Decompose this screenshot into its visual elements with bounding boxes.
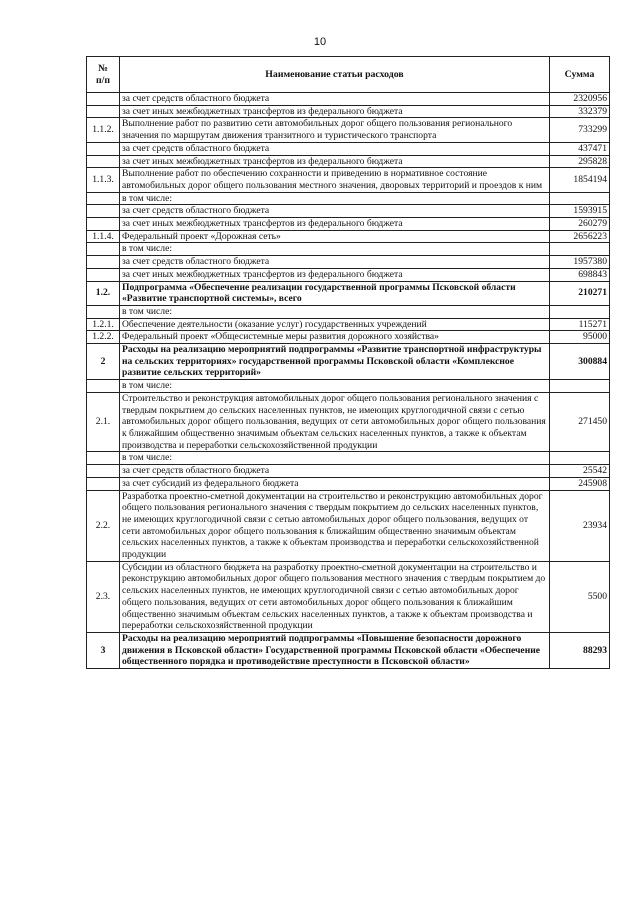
row-item-name: Выполнение работ по развитию сети автомобильных дорог общего пользования регионального значения по маршрутам движения транзитного и туристического транспорта — [120, 118, 550, 142]
row-number — [87, 142, 120, 155]
row-number — [87, 268, 120, 281]
row-number: 1.1.4. — [87, 230, 120, 243]
row-amount: 1593915 — [550, 205, 610, 218]
row-item-name: за счет средств областного бюджета — [120, 142, 550, 155]
row-amount — [550, 380, 610, 393]
row-amount: 23934 — [550, 490, 610, 561]
table-row — [87, 192, 610, 205]
row-item-name: за счет иных межбюджетных трансфертов из федерального бюджета — [120, 155, 550, 168]
row-number: 2 — [87, 344, 120, 380]
row-number — [87, 155, 120, 168]
row-number: 1.2.1. — [87, 318, 120, 331]
row-amount: 88293 — [550, 632, 610, 668]
row-amount: 437471 — [550, 142, 610, 155]
header-item-name: Наименование статьи расходов — [120, 57, 550, 93]
row-number: 1.2. — [87, 281, 120, 305]
row-amount: 271450 — [550, 392, 610, 452]
table-row — [87, 318, 610, 331]
row-amount: 115271 — [550, 318, 610, 331]
table-row — [87, 392, 610, 452]
row-item-name: за счет субсидий из федерального бюджета — [120, 477, 550, 490]
table-row — [87, 380, 610, 393]
row-item-name: Федеральный проект «Общесистемные меры развития дорожного хозяйства» — [120, 331, 550, 344]
row-number — [87, 243, 120, 256]
table-row — [87, 155, 610, 168]
table-row — [87, 344, 610, 380]
row-number: 2.3. — [87, 561, 120, 632]
row-amount: 733299 — [550, 118, 610, 142]
row-amount: 5500 — [550, 561, 610, 632]
row-item-name: Федеральный проект «Дорожная сеть» — [120, 230, 550, 243]
row-item-name: Обеспечение деятельности (оказание услуг) государственных учреждений — [120, 318, 550, 331]
row-item-name: Строительство и реконструкция автомобильных дорог общего пользования регионального значения с твердым покрытием до сельских населенных пунктов, не имеющих круглогодичной связи с сетью автомобильных дорог общего пользования, ведущих от сети автомобильных дорог общего пользования к ближайшим общественно значимым объектам сельских населенных пунктов, а также к объектам производства и переработки сельскохозяйственной продукции — [120, 392, 550, 452]
table-row — [87, 105, 610, 118]
row-item-name: за счет иных межбюджетных трансфертов из федерального бюджета — [120, 268, 550, 281]
table-header-row — [87, 57, 610, 93]
page-number: 10 — [313, 36, 327, 48]
table-row — [87, 268, 610, 281]
row-number — [87, 218, 120, 231]
row-amount: 1854194 — [550, 168, 610, 192]
row-number — [87, 465, 120, 478]
table-row — [87, 490, 610, 561]
row-number — [87, 192, 120, 205]
header-number: № п/п — [87, 57, 120, 93]
table-row — [87, 218, 610, 231]
table-row — [87, 205, 610, 218]
row-item-name: Выполнение работ по обеспечению сохранности и приведению в нормативное состояние автомобильных дорог общего пользования местного значения, дворовых территорий и проездов к ним — [120, 168, 550, 192]
row-item-name: за счет средств областного бюджета — [120, 205, 550, 218]
row-item-name: в том числе: — [120, 192, 550, 205]
row-item-name: в том числе: — [120, 380, 550, 393]
table-row — [87, 230, 610, 243]
row-number — [87, 93, 120, 106]
row-item-name: за счет средств областного бюджета — [120, 93, 550, 106]
row-item-name: за счет иных межбюджетных трансфертов из федерального бюджета — [120, 218, 550, 231]
table-row — [87, 281, 610, 305]
table-row — [87, 168, 610, 192]
table-row — [87, 93, 610, 106]
row-item-name: в том числе: — [120, 452, 550, 465]
table-row — [87, 256, 610, 269]
table-row — [87, 452, 610, 465]
row-item-name: Расходы на реализацию мероприятий подпрограммы «Повышение безопасности дорожного движения в Псковской области» Государственной программы Псковской области «Обеспечение общественного порядка и противодействие преступности в Псковской области» — [120, 632, 550, 668]
row-number — [87, 256, 120, 269]
table-row — [87, 305, 610, 318]
row-amount: 2656223 — [550, 230, 610, 243]
row-amount — [550, 305, 610, 318]
row-number: 1.1.3. — [87, 168, 120, 192]
row-item-name: Расходы на реализацию мероприятий подпрограммы «Развитие транспортной инфраструктуры на сельских территориях» государственной программы Псковской области «Комплексное развитие сельских территорий» — [120, 344, 550, 380]
row-item-name: за счет иных межбюджетных трансфертов из федерального бюджета — [120, 105, 550, 118]
table-row — [87, 142, 610, 155]
row-item-name: Субсидии из областного бюджета на разработку проектно-сметной документации на строительство и реконструкцию автомобильных дорог общего пользования местного значения с твердым покрытием до сельских населенных пунктов, не имеющих круглогодичной связи с сетью автомобильных дорог общего пользования, ведущих от сети автомобильных дорог общего пользования к ближайшим общественно значимым объектам сельских населенных пунктов, а также к объектам производства и переработки сельскохозяйственной продукции — [120, 561, 550, 632]
row-amount: 1957380 — [550, 256, 610, 269]
table-row — [87, 465, 610, 478]
row-amount: 260279 — [550, 218, 610, 231]
row-amount: 95000 — [550, 331, 610, 344]
row-item-name: Разработка проектно-сметной документации на строительство и реконструкцию автомобильных дорог общего пользования регионального значения с твердым покрытием до сельских населенных пунктов, не имеющих круглогодичной связи с сетью автомобильных дорог общего пользования, ведущих от сети автомобильных дорог общего пользования к ближайшим общественно значимым объектам сельских населенных пунктов, а также к объектам производства и переработки сельскохозяйственной продукции — [120, 490, 550, 561]
row-amount: 210271 — [550, 281, 610, 305]
row-item-name: Подпрограмма «Обеспечение реализации государственной программы Псковской области «Развитие транспортной системы», всего — [120, 281, 550, 305]
row-amount — [550, 452, 610, 465]
row-number: 2.1. — [87, 392, 120, 452]
row-number: 2.2. — [87, 490, 120, 561]
table-row — [87, 118, 610, 142]
row-item-name: за счет средств областного бюджета — [120, 465, 550, 478]
row-amount — [550, 243, 610, 256]
row-amount: 295828 — [550, 155, 610, 168]
header-amount: Сумма — [550, 57, 610, 93]
row-amount: 300884 — [550, 344, 610, 380]
row-item-name: в том числе: — [120, 305, 550, 318]
row-number: 1.1.2. — [87, 118, 120, 142]
row-amount: 332379 — [550, 105, 610, 118]
row-number: 3 — [87, 632, 120, 668]
row-number — [87, 380, 120, 393]
table-row — [87, 632, 610, 668]
row-number — [87, 305, 120, 318]
row-number — [87, 105, 120, 118]
table-body — [87, 93, 610, 669]
budget-table — [86, 56, 610, 669]
row-amount: 25542 — [550, 465, 610, 478]
row-item-name: за счет средств областного бюджета — [120, 256, 550, 269]
table-row — [87, 243, 610, 256]
table-row — [87, 331, 610, 344]
row-number — [87, 452, 120, 465]
row-item-name: в том числе: — [120, 243, 550, 256]
table-row — [87, 477, 610, 490]
row-amount: 2320956 — [550, 93, 610, 106]
table-row — [87, 561, 610, 632]
row-amount: 245908 — [550, 477, 610, 490]
row-number: 1.2.2. — [87, 331, 120, 344]
row-amount: 698843 — [550, 268, 610, 281]
row-number — [87, 477, 120, 490]
row-amount — [550, 192, 610, 205]
row-number — [87, 205, 120, 218]
